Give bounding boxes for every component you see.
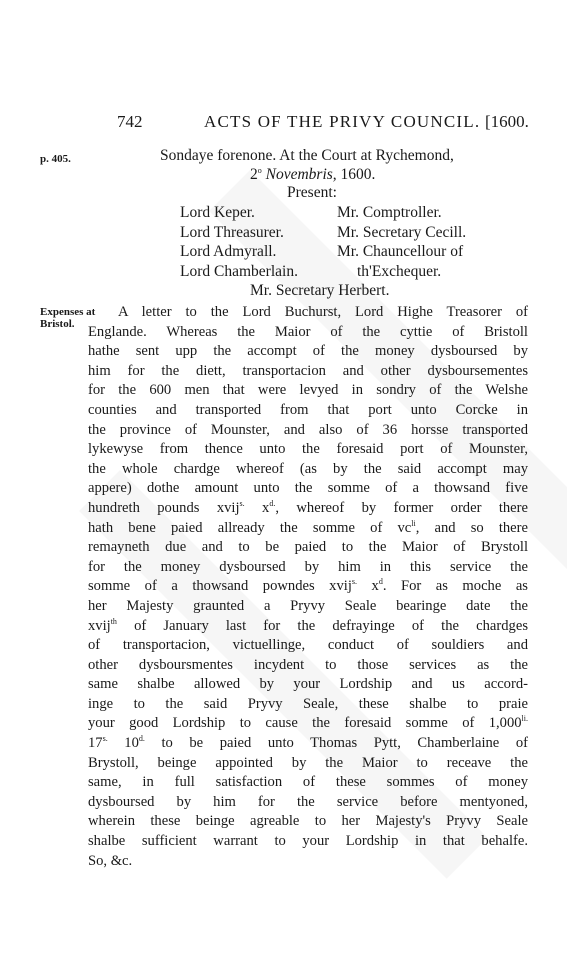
text-line: xvij$^{th}$ of January last for the defrayinge of the chardges [88, 616, 528, 634]
present-member: Lord Chamberlain. [180, 262, 298, 280]
present-label: Present: [287, 184, 337, 201]
present-list-left [180, 203, 298, 281]
text-line: lykewyse from thence unto the foresaid port of Mounster, [88, 441, 528, 458]
text-line: inge to the said Pryvy Seale, these shalbe to praie [88, 695, 528, 712]
text-line: her Majesty graunted a Pryvy Seale bearinge date the [88, 597, 528, 614]
session-date: 2$^o$ Novembris, 1600. [250, 166, 376, 183]
present-list-right [337, 203, 466, 281]
text-line: somme of a thowsand powndes xvij$^{s.}$ $x^d$. For as moche as [88, 577, 528, 595]
text-line: the whole chardge whereof (as by the said accompt may [88, 460, 528, 477]
session-line: Sondaye forenone. At the Court at Rychemond, [160, 147, 454, 164]
letter-body [88, 303, 528, 871]
present-member: Lord Threasurer. [180, 223, 284, 241]
text-line: other dysboursmentes incydent to those services as the [88, 656, 528, 673]
margin-topic-line: Expenses at [40, 306, 96, 318]
page-number: 742 [117, 112, 143, 131]
margin-page-ref: p. 405. [40, 153, 71, 165]
text-line: Englande. Whereas the Maior of the cyttie of Bristoll [88, 323, 528, 340]
text-line: wherein these beinge agreable to her Majesty's Pryvy Seale [88, 813, 528, 830]
text-line: Brystoll, beinge appointed by the Maior to receave the [88, 754, 528, 771]
present-member: Mr. Comptroller. [337, 204, 442, 221]
text-line: your good Lordship to cause the foresaid somme of $1,000^{li.}$ [88, 714, 528, 732]
running-title: ACTS OF THE PRIVY COUNCIL. [204, 112, 481, 131]
text-line: shalbe sufficient warrant to your Lordship in that behalfe. [88, 833, 528, 850]
present-member: Lord Keper. [180, 204, 255, 221]
present-member: Lord Admyrall. [180, 243, 277, 261]
running-header [0, 112, 567, 136]
text-line: hundreth pounds xvij$^{s.}$ $x^{d.}$, whereof by former order there [88, 498, 528, 516]
present-member-final: Mr. Secretary Herbert. [250, 282, 390, 299]
text-line: for the 600 men that were levyed in sondry of the Welshe [88, 382, 528, 399]
text-line: remayneth due and to be paied to the Maior of Brystoll [88, 539, 528, 556]
text-line: same, in full satisfaction of these sommes of money [88, 774, 528, 791]
margin-topic-line: Bristol. [40, 318, 75, 330]
text-line: dysboursed by him for the service before mentyoned, [88, 793, 528, 810]
text-line: So, &c. [88, 852, 133, 869]
text-line: hathe sent upp the accompt of the money dysboursed by [88, 343, 528, 360]
text-line: for the money dysboursed by him in this service the [88, 558, 528, 575]
header-year: [1600. [485, 112, 529, 131]
text-line: of transportacion, victuellinge, conduct of souldiers and [88, 637, 528, 654]
present-member: Mr. Secretary Cecill. [337, 223, 467, 241]
text-line: A letter to the Lord Buchurst, Lord Highe Treasorer of [118, 304, 528, 320]
text-line: hath bene paied allready the somme of $vc^{li}$, and so there [88, 518, 528, 536]
text-line: $17^{s.}$ $10^{d.}$ to be paied unto Thomas Pytt, Chamberlaine of [88, 734, 529, 752]
text-line: him for the diett, transportacion and other dysboursementes [88, 362, 528, 379]
text-line: counties and transported from that port unto Corcke in [88, 401, 528, 418]
text-line: appere) dothe amount unto the somme of a thowsand five [88, 480, 528, 497]
present-member: th'Exchequer. [357, 262, 442, 280]
text-line: same shalbe allowed by your Lordship and us accord- [88, 676, 528, 693]
text-line: the province of Mounster, and also of 36 horsse transported [88, 421, 528, 438]
present-member: Mr. Chauncellour of [337, 243, 464, 261]
